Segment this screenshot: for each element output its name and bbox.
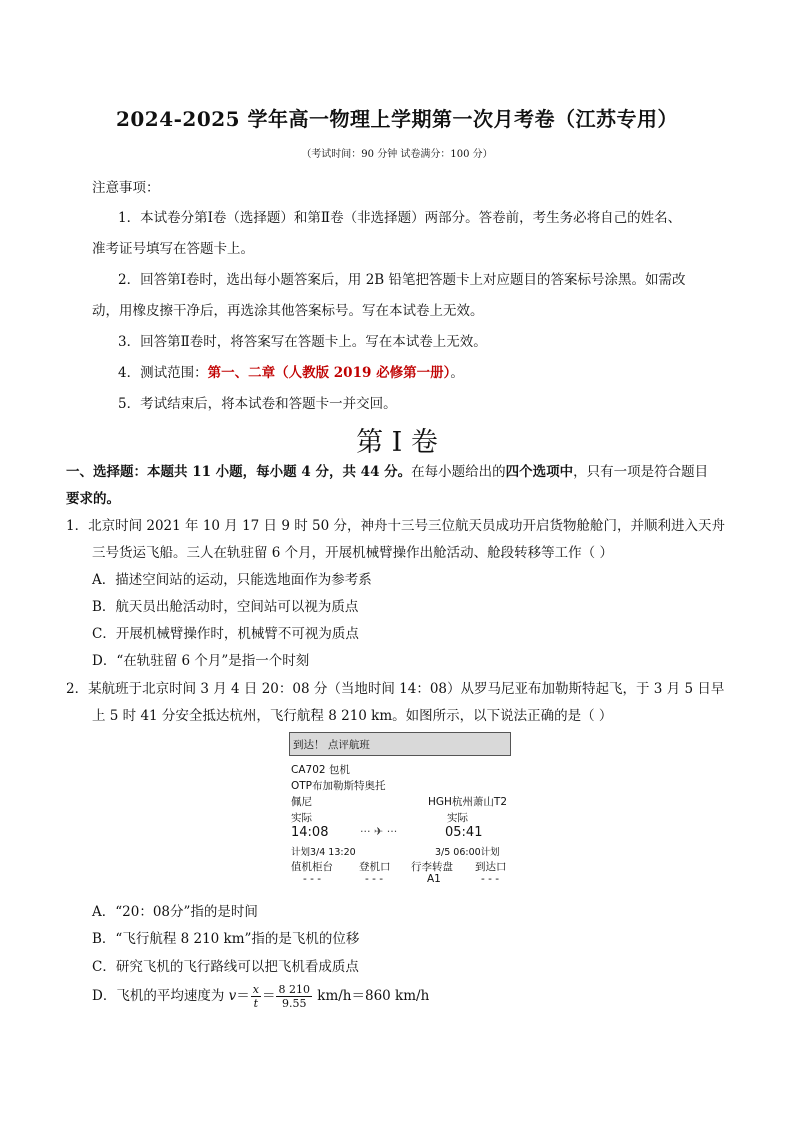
- intro-rest-b: ，只有一项是符合题目: [573, 464, 709, 480]
- fraction-distance-over-time: [276, 983, 312, 1010]
- q2-d-v: v: [228, 988, 237, 1004]
- val-gate: - - -: [365, 873, 384, 885]
- intro-rest-a: 在每小题给出的: [411, 464, 506, 480]
- col-checkin: 值机柜台: [291, 861, 333, 873]
- flight-info-figure: [285, 732, 525, 888]
- origin-line-2: 佩尼: [291, 796, 312, 808]
- col-baggage: 行李转盘: [411, 861, 453, 873]
- arrival-time: 05:41: [445, 825, 483, 840]
- section-intro-line-2: 要求的。: [66, 491, 120, 507]
- plan-right: 3/5 06:00计划: [435, 847, 500, 858]
- q1-stem-line-2: 三号货运飞船。三人在轨驻留 6 个月，开展机械臂操作出舱活动、舱段转移等工作（ ）: [92, 545, 613, 561]
- q2-stem-line-1: 2．某航班于北京时间 3 月 4 日 20：08 分（当地时间 14：08）从罗马尼亚布加勒斯特起飞，于 3 月 5 日早: [66, 681, 725, 697]
- intro-bold-b: 四个选项中: [505, 464, 574, 480]
- q1-option-b: B．航天员出舱活动时，空间站可以视为质点: [92, 599, 359, 615]
- note-3: 3．回答第Ⅱ卷时，将答案写在答题卡上。写在本试卷上无效。: [118, 334, 487, 350]
- note-4: [118, 361, 464, 381]
- flight-number: CA702 包机: [291, 764, 350, 776]
- plane-icon: ··· ✈ ···: [360, 825, 398, 838]
- intro-bold-a: 本题共 11 小题，每小题 4 分，共 44 分。: [147, 464, 412, 480]
- frac-num: 8 210: [278, 983, 310, 996]
- note-1-line-2: 准考证号填写在答题卡上。: [92, 241, 254, 257]
- section-intro-line-1: [66, 460, 708, 480]
- q1-option-d: D．“在轨驻留 6 个月”是指一个时刻: [92, 653, 310, 669]
- q2-d-eq1: ＝: [236, 988, 250, 1004]
- note-2-line-1: 2．回答第Ⅰ卷时，选出每小题答案后，用 2B 铅笔把答题卡上对应题目的答案标号涂黑。如需改: [118, 272, 686, 288]
- exam-title: 2024-2025 学年高一物理上学期第一次月考卷（江苏专用）: [115, 107, 679, 131]
- q2-option-a: A．“20：08分”指的是时间: [92, 904, 258, 920]
- destination: HGH杭州萧山T2: [428, 796, 508, 808]
- plan-left: 计划3/4 13:20: [291, 847, 356, 858]
- fraction-x-over-t: [251, 983, 261, 1010]
- col-gate: 登机口: [359, 861, 391, 873]
- section-title: 第 I 卷: [356, 427, 438, 458]
- q2-d-suffix: km/h＝860 km/h: [312, 988, 430, 1004]
- q1-stem-line-1: 1．北京时间 2021 年 10 月 17 日 9 时 50 分，神舟十三号三位航天员成功开启货物舱舱门，并顺利进入天舟: [66, 518, 725, 534]
- q2-option-c: C．研究飞机的飞行路线可以把飞机看成质点: [92, 959, 359, 975]
- frac-den: 9.55: [281, 997, 307, 1010]
- departure-time: 14:08: [291, 825, 329, 840]
- q2-option-d: [92, 983, 429, 1010]
- val-baggage: A1: [427, 873, 441, 885]
- origin-line-1: OTP布加勒斯特奥托: [291, 780, 386, 792]
- q2-option-b: B．“飞行航程 8 210 km”指的是飞机的位移: [92, 931, 360, 947]
- intro-label: 一、选择题：: [66, 464, 147, 480]
- exam-subtitle: （考试时间：90 分钟 试卷满分：100 分）: [301, 149, 493, 160]
- q1-option-a: A．描述空间站的运动，只能选地面作为参考系: [92, 572, 372, 588]
- note-5: 5．考试结束后，将本试卷和答题卡一并交回。: [118, 396, 397, 412]
- note-4-prefix: 4．测试范围：: [118, 365, 208, 381]
- val-checkin: - - -: [303, 873, 322, 885]
- frac-t: t: [253, 997, 259, 1010]
- note-4-range: 第一、二章（人教版 2019 必修第一册）: [207, 365, 451, 381]
- notes-heading: 注意事项：: [92, 180, 160, 196]
- frac-x: x: [252, 983, 259, 996]
- q2-d-prefix: D．飞机的平均速度为: [92, 988, 229, 1004]
- note-1-line-1: 1．本试卷分第Ⅰ卷（选择题）和第Ⅱ卷（非选择题）两部分。答卷前，考生务必将自己的姓名、: [118, 210, 682, 226]
- val-exit: - - -: [481, 873, 500, 885]
- q2-stem-line-2: 上 5 时 41 分安全抵达杭州，飞行航程 8 210 km。如图所示，以下说法正确的是（ ）: [92, 708, 613, 724]
- actual-label-left: 实际: [291, 812, 312, 824]
- note-4-suffix: 。: [450, 365, 464, 381]
- actual-label-right: 实际: [447, 812, 468, 824]
- figure-header-text: 到达！ 点评航班: [293, 739, 370, 751]
- q2-d-eq2: ＝: [261, 988, 276, 1004]
- q1-option-c: C．开展机械臂操作时，机械臂不可视为质点: [92, 626, 359, 642]
- note-2-line-2: 动，用橡皮擦干净后，再选涂其他答案标号。写在本试卷上无效。: [92, 303, 484, 319]
- col-exit: 到达口: [475, 861, 507, 873]
